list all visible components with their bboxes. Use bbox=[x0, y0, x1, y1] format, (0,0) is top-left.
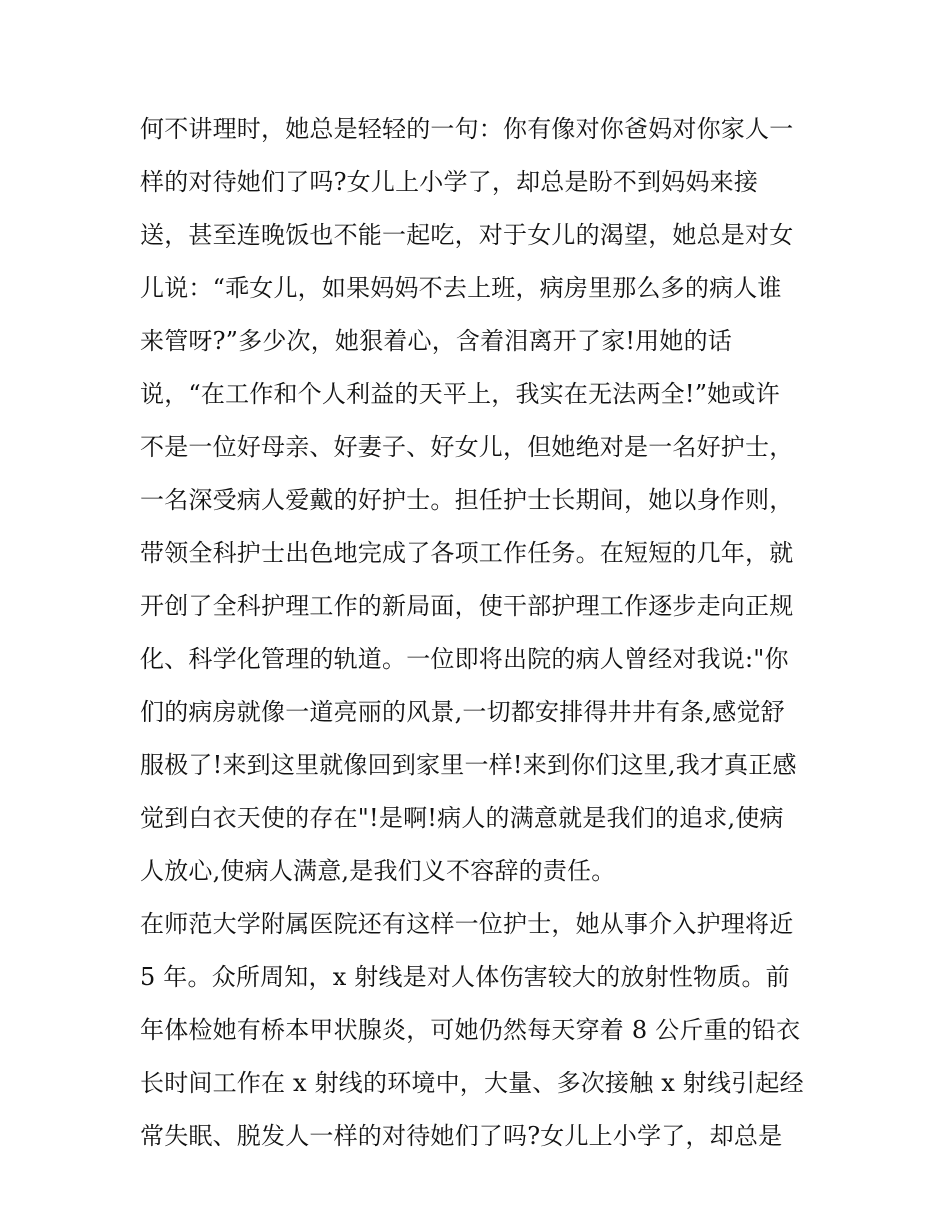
text-line: 5 年。众所周知，x 射线是对人体伤害较大的放射性物质。前 bbox=[140, 963, 790, 991]
text-line: 在师范大学附属医院还有这样一位护士，她从事介入护理将近 bbox=[140, 910, 794, 938]
text-line: 人放心,使病人满意,是我们义不容辞的责任。 bbox=[140, 857, 616, 885]
text-line: 样的对待她们了吗?女儿上小学了，却总是盼不到妈妈来接 bbox=[140, 168, 759, 196]
text-line: 服极了!来到这里就像回到家里一样!来到你们这里,我才真正感 bbox=[140, 751, 797, 779]
text-line: 送，甚至连晚饭也不能一起吃，对于女儿的渴望，她总是对女 bbox=[140, 221, 794, 249]
text-line: 带领全科护士出色地完成了各项工作任务。在短短的几年，就 bbox=[140, 539, 794, 567]
text-line: 年体检她有桥本甲状腺炎，可她仍然每天穿着 8 公斤重的铅衣 bbox=[140, 1016, 801, 1044]
text-line: 长时间工作在 x 射线的环境中，大量、多次接触 x 射线引起经 bbox=[140, 1069, 804, 1097]
text-line: 不是一位好母亲、好妻子、好女儿，但她绝对是一名好护士， bbox=[140, 433, 794, 461]
text-line: 儿说：“乖女儿，如果妈妈不去上班，病房里那么多的病人谁 bbox=[140, 274, 782, 302]
text-line: 们的病房就像一道亮丽的风景,一切都安排得井井有条,感觉舒 bbox=[140, 698, 785, 726]
text-line: 一名深受病人爱戴的好护士。担任护士长期间，她以身作则， bbox=[140, 486, 794, 514]
text-line: 常失眠、脱发人一样的对待她们了吗?女儿上小学了，却总是 bbox=[140, 1122, 783, 1150]
text-line: 觉到白衣天使的存在"!是啊!病人的满意就是我们的追求,使病 bbox=[140, 804, 784, 832]
text-line: 来管呀?”多少次，她狠着心，含着泪离开了家!用她的话 bbox=[140, 327, 732, 355]
text-line: 化、科学化管理的轨道。一位即将出院的病人曾经对我说:"你 bbox=[140, 645, 789, 673]
text-line: 何不讲理时，她总是轻轻的一句：你有像对你爸妈对你家人一 bbox=[140, 115, 794, 143]
text-line: 说，“在工作和个人利益的天平上，我实在无法两全!”她或许 bbox=[140, 380, 780, 408]
text-line: 开创了全科护理工作的新局面，使干部护理工作逐步走向正规 bbox=[140, 592, 794, 620]
